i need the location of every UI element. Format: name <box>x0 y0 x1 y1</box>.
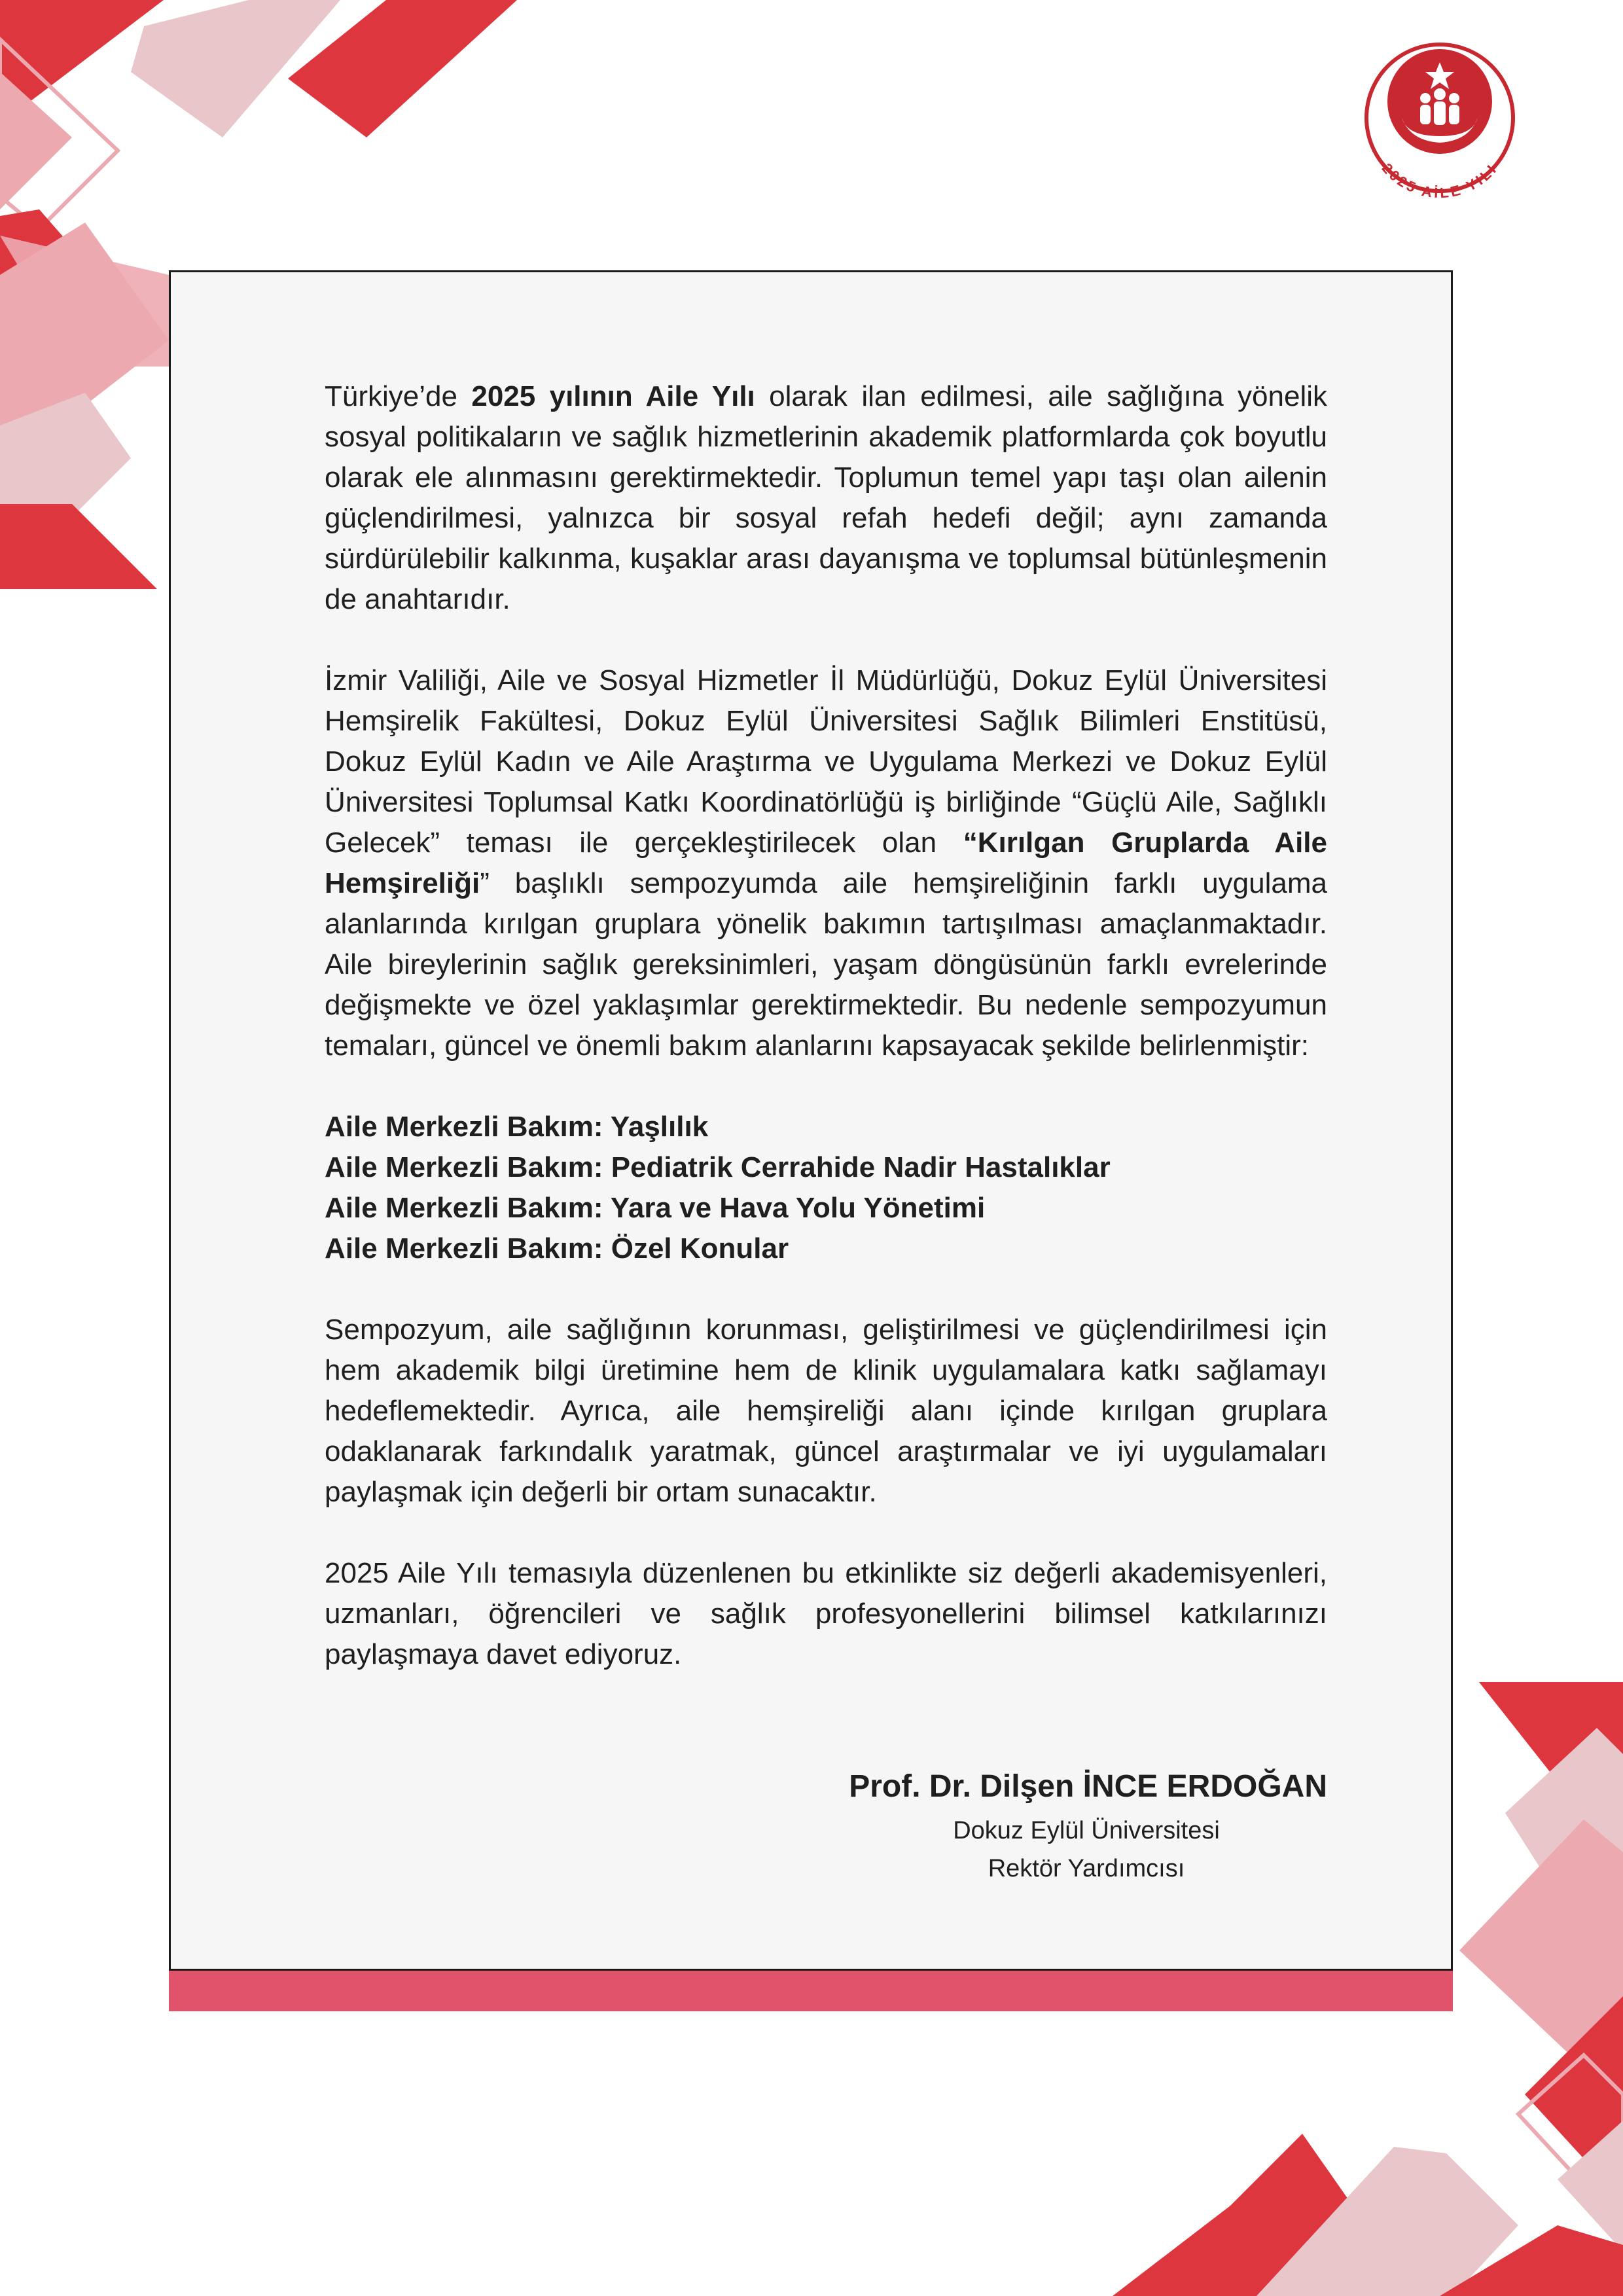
theme-item: Aile Merkezli Bakım: Özel Konular <box>325 1232 789 1265</box>
deco-shape <box>0 504 157 589</box>
theme-list <box>325 1107 1327 1269</box>
symposium-title: “Kırılgan Gruplarda Aile Hemşireliği <box>325 827 1327 899</box>
signature-block <box>720 1764 1327 1810</box>
invitation-paragraph: 2025 Aile Yılı temasıyla düzenlenen bu etkinlikte siz değerli akademisyenleri, uzmanları, öğrencileri ve sağlık profesyonellerini bilimsel katkılarınızı paylaşmaya davet ediyoruz. <box>325 1557 1327 1670</box>
logo-ring-text: 2025 AİLE YILI <box>1378 160 1501 202</box>
letter-body <box>325 376 1327 1715</box>
footer-band <box>169 1971 1453 2011</box>
signatory-details <box>903 1812 1270 1888</box>
signatory-name: Prof. Dr. Dilşen İNCE ERDOĞAN <box>849 1769 1327 1804</box>
theme-item: Aile Merkezli Bakım: Yaşlılık <box>325 1111 709 1143</box>
theme-item: Aile Merkezli Bakım: Pediatrik Cerrahide Nadir Hastalıklar <box>325 1151 1111 1183</box>
highlight-aile-yili: 2025 yılının Aile Yılı <box>471 380 755 412</box>
theme-item: Aile Merkezli Bakım: Yara ve Hava Yolu Yönetimi <box>325 1192 986 1224</box>
intro-paragraph: Türkiye’de 2025 yılının Aile Yılı olarak ilan edilmesi, aile sağlığına yönelik sosyal politikaların ve sağlık hizmetlerinin akademik platformlarda çok boyutlu olarak ele alınmasını gerektirmektedir. Toplumun temel yapı taşı olan ailenin güçlendirilmesi, yalnızca bir sosyal refah hedefi değil; aynı zamanda sürdürülebilir kalkınma, kuşaklar arası dayanışma ve toplumsal bütünleşmenin de anahtarıdır. <box>325 380 1328 615</box>
symposium-paragraph: İzmir Valiliği, Aile ve Sosyal Hizmetler İl Müdürlüğü, Dokuz Eylül Üniversitesi Hemşirelik Fakültesi, Dokuz Eylül Üniversitesi Sağlık Bilimleri Enstitüsü, Dokuz Eylül Kadın ve Aile Araştırma ve Uygulama Merkezi ve Dokuz Eylül Üniversitesi Toplumsal Katkı Koordinatörlüğü iş birliğinde “Güçlü Aile, Sağlıklı Gelecek” teması ile gerçekleştirilecek olan “Kırılgan Gruplarda Aile Hemşireliği” başlıklı sempozyumda aile hemşireliğinin farklı uygulama alanlarında kırılgan gruplara yönelik bakımın tartışılması amaçlanmaktadır. Aile bireylerinin sağlık gereksinimleri, yaşam döngüsünün farklı evrelerinde değişmekte ve özel yaklaşımlar gerektirmektedir. Bu nedenle sempozyumun temaları, güncel ve önemli bakım alanlarını kapsayacak şekilde belirlenmiştir: <box>325 664 1327 1062</box>
signatory-institution: Dokuz Eylül Üniversitesi <box>953 1817 1220 1844</box>
aile-yili-logo <box>1348 26 1531 209</box>
goals-paragraph: Sempozyum, aile sağlığının korunması, geliştirilmesi ve güçlendirilmesi için hem akademik bilgi üretimine hem de klinik uygulamalara katkı sağlamayı hedeflemektedir. Ayrıca, aile hemşireliği alanı içinde kırılgan gruplara odaklanarak farkındalık yaratmak, güncel araştırmalar ve iyi uygulamaları paylaşmak için değerli bir ortam sunacaktır. <box>325 1314 1327 1508</box>
signatory-title: Rektör Yardımcısı <box>988 1855 1185 1882</box>
